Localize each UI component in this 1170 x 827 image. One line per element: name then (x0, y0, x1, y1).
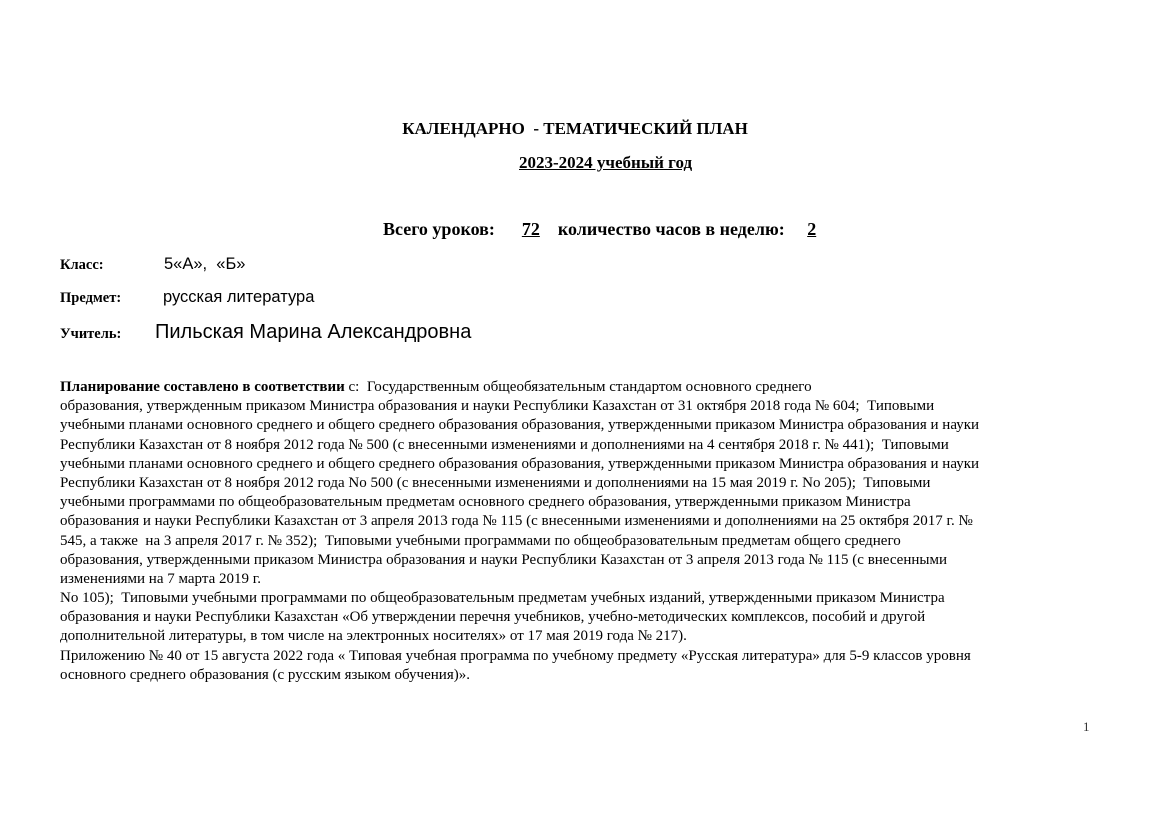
lesson-totals (383, 219, 816, 240)
paragraph-line: образования, утвержденным приказом Министра образования и науки Республики Казахстан от 31 октября 2018 года № 604; Типовыми (60, 398, 935, 415)
hours-per-week-label: количество часов в неделю: (557, 219, 785, 239)
paragraph-line: Республики Казахстан от 8 ноября 2012 года № 500 (с внесенными изменениями и дополнениями на 4 сентября 2018 г. № 441); Типовыми (60, 436, 949, 453)
paragraph-line: учебными программами по общеобразовательным предметам основного среднего образования, утвержденными приказом Министра (60, 494, 911, 511)
paragraph-line: Приложению № 40 от 15 августа 2022 года « Типовая учебная программа по учебному предмету «Русская литература» для 5-9 классов уровня (60, 647, 971, 664)
paragraph-line: учебными планами основного среднего и общего среднего образования образования, утвержденными приказом Министра образования и науки (60, 417, 980, 434)
paragraph-line: учебными планами основного среднего и общего среднего образования образования, утвержденными приказом Министра образования и науки (60, 455, 980, 472)
paragraph-line: основного среднего образования (с русским языком обучения)». (60, 666, 470, 683)
total-lessons-value: 72 (521, 219, 540, 239)
total-lessons-label: Всего уроков: (383, 219, 495, 239)
paragraph-line: изменениями на 7 марта 2019 г. (60, 570, 261, 587)
page-number: 1 (1083, 719, 1090, 734)
paragraph-line: Планирование составлено в соответствии с: Государственным общеобязательным стандартом основного среднего (60, 379, 812, 395)
class-value: 5«А», «Б» (164, 255, 246, 273)
class-label: Класс: (60, 257, 104, 273)
document-title: КАЛЕНДАРНО - ТЕМАТИЧЕСКИЙ ПЛАН (402, 119, 748, 138)
paragraph-line: дополнительной литературы, в том числе на электронных носителях» от 17 мая 2019 года № 217). (60, 628, 687, 645)
planning-paragraph (60, 378, 979, 685)
paragraph-line: образования и науки Республики Казахстан «Об утверждении перечня учебников, учебно-методических комплексов, пособий и другой (60, 609, 926, 626)
subject-label: Предмет: (60, 290, 122, 306)
paragraph-line: образования и науки Республики Казахстан от 3 апреля 2013 года № 115 (с внесенными изменениями и дополнениями на 25 октября 2017 г. № (60, 513, 973, 530)
paragraph-line: Республики Казахстан от 8 ноября 2012 года No 500 (с внесенными изменениями и дополнениями на 15 мая 2019 г. No 205); Типовыми (60, 474, 931, 491)
paragraph-line: No 105); Типовыми учебными программами по общеобразовательным предметам учебных изданий, утвержденными приказом Министра (60, 590, 945, 607)
subject-value: русская литература (163, 288, 315, 306)
planning-lead: Планирование составлено в соответствии (60, 379, 345, 395)
academic-year: 2023-2024 учебный год (519, 153, 693, 172)
teacher-value: Пильская Марина Александровна (155, 321, 472, 343)
hours-per-week-value: 2 (807, 219, 817, 239)
teacher-label: Учитель: (60, 326, 122, 342)
paragraph-line: образования, утвержденными приказом Министра образования и науки Республики Казахстан от 3 апреля 2013 года № 115 (с внесенными (60, 551, 947, 568)
paragraph-line: 545, а также на 3 апреля 2017 г. № 352); Типовыми учебными программами по общеобразовательным предметам общего среднего (60, 532, 901, 549)
